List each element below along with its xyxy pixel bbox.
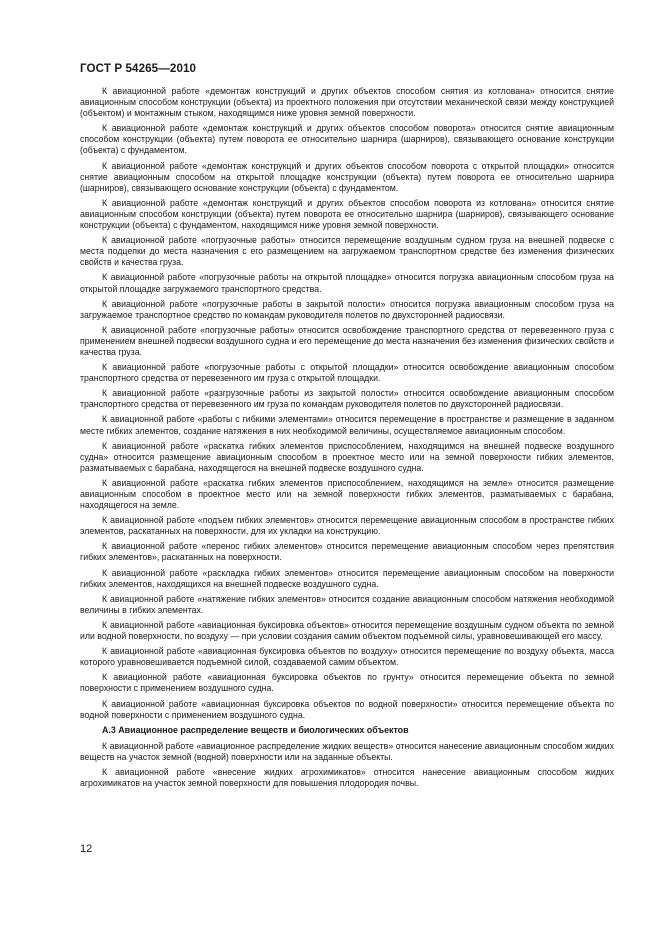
paragraph: К авиационной работе «авиационная буксировка объектов по грунту» относится перемещение объекта по земной поверхности с применением воздушного судна. [80,672,614,694]
paragraph: К авиационной работе «раскладка гибких элементов» относится перемещение авиационным способом на поверхности гибких элементов, находящихся на внешней подвеске воздушного судна. [80,567,614,589]
paragraph: К авиационной работе «погрузочные работы в закрытой полости» относится погрузка авиационным способом груза на загружаемое транспортное средство по командам руководителя полетов по двухсторонней радиосвязи. [80,298,614,320]
paragraph: К авиационной работе «погрузочные работы» относится освобождение транспортного средства от перевезенного груза с применением внешней подвески воздушного судна и его перемещение до места назначения без изменения физических свойств и качества груза. [80,324,614,357]
paragraph: К авиационной работе «авиационная буксировка объектов по водной поверхности» относится перемещение объекта по водной поверхности с применением воздушного судна. [80,698,614,720]
document-body [80,86,614,793]
paragraph: К авиационной работе «внесение жидких агрохимикатов» относится нанесение авиационным способом жидких агрохимикатов на участок земной поверхности для повышения плодородия почвы. [80,766,614,789]
paragraph: К авиационной работе «авиационная буксировка объектов» относится перемещение воздушным судном объекта по земной или водной поверхности, по воздуху — при условии создания самим объектом подъемной силы, уравновешивающей его массу. [80,619,614,642]
paragraph: К авиационной работе «натяжение гибких элементов» относится создание авиационным способом натяжения необходимой величины в гибких элементах. [80,593,614,615]
paragraph: К авиационной работе «погрузочные работы на открытой площадке» относится погрузка авиационным способом груза на открытой площадке загружаемого транспортного средства. [80,272,614,294]
paragraph: К авиационной работе «разгрузочные работы из закрытой полости» относится освобождение авиационным способом транспортного средства от перевезенного им груза по командам руководителя полетов по двухсторонней радиосвязи. [80,388,614,410]
paragraph: К авиационной работе «погрузочные работы» относится перемещение воздушным судном груза на внешней подвеске с места подцепки до места назначения с его размещением на загружаемом транспортном средстве без изменения физических свойств и качества груза. [80,235,614,268]
section-heading: А.3 Авиационное распределение веществ и биологических объектов [102,724,409,735]
paragraph: К авиационной работе «демонтаж конструкций и других объектов способом поворота» относится снятие авиационным способом конструкции (объекта) путем поворота ее относительно шарнира (шарниров), связывающего основание конструкции (объекта) с фундаментом. [80,123,614,156]
paragraph: К авиационной работе «раскатка гибких элементов приспособлением, находящимся на земле» относится размещение авиационным способом в проектное место или на земной поверхности гибких элементов, разматываемых с барабана, находящегося на земле. [80,477,614,511]
paragraph: К авиационной работе «демонтаж конструкций и других объектов способом поворота из котлована» относится снятие авиационным способом конструкции (объекта) путем поворота ее относительно шарнира (шарниров), связывающего основание конструкции (объекта) с фундаментом, находящимся ниже уровня земной поверхности. [80,197,614,231]
paragraph: К авиационной работе «демонтаж конструкций и других объектов способом поворота с открытой площадки» относится снятие авиационным способом на открытой площадке конструкции (объекта) путем поворота ее относительно шарнира (шарниров), связывающего основание конструкции (объекта) с фундаментом. [80,160,614,193]
paragraph: К авиационной работе «раскатка гибких элементов приспособлением, находящимся на внешней подвеске воздушного судна» относится размещение авиационным способом в проектное место или на земной поверхности гибких элементов, разматываемых с барабана, находящегося на внешней подвеске воздушного судна. [80,440,614,473]
document-header: ГОСТ Р 54265—2010 [80,62,197,75]
paragraph: К авиационной работе «авиационная буксировка объектов по воздуху» относится перемещение по воздуху объекта, масса которого уравновешивается подъемной силой, создаваемой самим объектом. [80,646,614,668]
paragraph: К авиационной работе «демонтаж конструкций и других объектов способом снятия из котлована» относится снятие авиационным способом конструкции (объекта) из проектного положения при отсутствии механической связи между конструкцией (объектом) и монтажным стыком, находящимся ниже уровня земной поверхности. [80,86,614,119]
paragraph: К авиационной работе «перенос гибких элементов» относится перемещение авиационным способом через препятствия гибких элементов», раскатанных на поверхности. [80,541,614,563]
paragraph: К авиационной работе «авиационное распределение жидких веществ» относится нанесение авиационным способом жидких веществ на участок земной (водной) поверхности или на заданные объекты. [80,740,614,762]
page-number: 12 [80,843,93,855]
paragraph: К авиационной работе «работы с гибкими элементами» относится перемещение в пространстве и размещение в заданном месте гибких элементов, создание натяжения в них необходимой величины, осуществляемое авиационным способом. [80,414,614,436]
paragraph: К авиационной работе «подъем гибких элементов» относится перемещение авиационным способом в пространстве гибких элементов, раскатанных на поверхности, для их укладки на конструкцию. [80,515,614,537]
paragraph: К авиационной работе «погрузочные работы с открытой площадки» относится освобождение авиационным способом транспортного средства от перевезенного им груза с открытой площадки. [80,362,614,384]
